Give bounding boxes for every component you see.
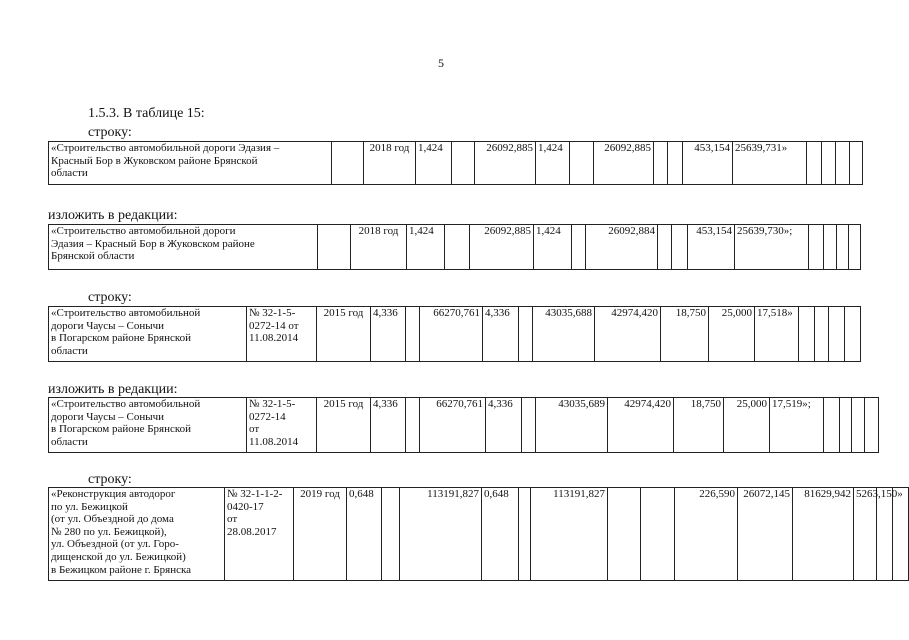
value-cell: 17,518» [755, 307, 799, 362]
table-row-3 [48, 306, 861, 362]
value-cell: 26092,885 [470, 225, 534, 270]
object-name-cell: «Строительство автомобильной дороги Чаусы – Сонычи в Погарском районе Брянской области [49, 398, 247, 453]
empty-cell [406, 307, 420, 362]
value-cell: 4,336 [483, 307, 519, 362]
empty-cell [519, 488, 531, 581]
empty-cell [799, 307, 815, 362]
empty-cell [452, 142, 475, 185]
object-name-cell: «Строительство автомобильной дороги Эдазия – Красный Бор в Жуковском районе Брянской области [49, 225, 318, 270]
object-name-cell: «Реконструкция автодорог по ул. Бежицкой (от ул. Объездной до дома № 280 по ул. Бежицкой), ул. Объездной (от ул. Горо- дищенской до ул. Бежицкой) в Бежицком районе г. Брянска [49, 488, 225, 581]
year-cell: 2015 год [317, 307, 371, 362]
value-cell: 66270,761 [420, 398, 486, 453]
year-cell: 2015 год [317, 398, 371, 453]
value-cell: 25639,731» [733, 142, 807, 185]
empty-cell [672, 225, 688, 270]
value-cell: 4,336 [371, 307, 406, 362]
empty-cell [807, 142, 822, 185]
empty-cell [829, 307, 845, 362]
value-cell: 17,519»; [770, 398, 824, 453]
year-cell: 2018 год [351, 225, 407, 270]
empty-cell [824, 398, 840, 453]
value-cell: 42974,420 [595, 307, 661, 362]
value-cell: 26092,885 [594, 142, 654, 185]
empty-cell [845, 307, 861, 362]
empty-cell [641, 488, 675, 581]
document-cell: № 32-1-5- 0272-14 от 11.08.2014 [247, 307, 317, 362]
empty-cell [572, 225, 586, 270]
empty-cell [522, 398, 536, 453]
value-cell: 1,424 [416, 142, 452, 185]
value-cell: 66270,761 [420, 307, 483, 362]
empty-cell [850, 142, 863, 185]
empty-cell [822, 142, 836, 185]
empty-cell [332, 142, 364, 185]
empty-cell [865, 398, 879, 453]
value-cell: 18,750 [661, 307, 709, 362]
label-edit-1: изложить в редакции: [48, 208, 178, 223]
section-heading: 1.5.3. В таблице 15: [88, 106, 205, 121]
value-cell: 81629,942 [793, 488, 854, 581]
empty-cell [668, 142, 683, 185]
value-cell: 1,424 [407, 225, 445, 270]
value-cell: 113191,827 [400, 488, 482, 581]
value-cell: 5263,150» [854, 488, 877, 581]
label-edit-2: изложить в редакции: [48, 382, 178, 397]
empty-cell [570, 142, 594, 185]
table-row-1 [48, 141, 863, 185]
empty-cell [815, 307, 829, 362]
empty-cell [654, 142, 668, 185]
object-name-cell: «Строительство автомобильной дороги Эдазия – Красный Бор в Жуковском районе Брянской области [49, 142, 332, 185]
empty-cell [445, 225, 470, 270]
value-cell: 26092,885 [475, 142, 536, 185]
empty-cell [836, 142, 850, 185]
label-row-1: строку: [88, 125, 132, 140]
year-cell: 2019 год [294, 488, 347, 581]
year-cell: 2018 год [364, 142, 416, 185]
empty-cell [840, 398, 852, 453]
value-cell: 1,424 [536, 142, 570, 185]
document-cell: № 32-1-1-2- 0420-17 от 28.08.2017 [225, 488, 294, 581]
empty-cell [608, 488, 641, 581]
object-name-cell: «Строительство автомобильной дороги Чаусы – Сонычи в Погарском районе Брянской области [49, 307, 247, 362]
table-row-2 [48, 224, 861, 270]
value-cell: 0,648 [347, 488, 382, 581]
value-cell: 43035,688 [533, 307, 595, 362]
table-row-5 [48, 487, 909, 581]
value-cell: 4,336 [486, 398, 522, 453]
empty-cell [318, 225, 351, 270]
value-cell: 18,750 [674, 398, 724, 453]
empty-cell [893, 488, 909, 581]
value-cell: 1,424 [534, 225, 572, 270]
empty-cell [824, 225, 837, 270]
label-row-2: строку: [88, 290, 132, 305]
empty-cell [837, 225, 849, 270]
value-cell: 26092,884 [586, 225, 658, 270]
value-cell: 42974,420 [608, 398, 674, 453]
value-cell: 4,336 [371, 398, 406, 453]
value-cell: 25,000 [709, 307, 755, 362]
document-cell: № 32-1-5- 0272-14 от 11.08.2014 [247, 398, 317, 453]
page-number: 5 [438, 56, 444, 70]
empty-cell [849, 225, 861, 270]
value-cell: 43035,689 [536, 398, 608, 453]
value-cell: 26072,145 [738, 488, 793, 581]
value-cell: 226,590 [675, 488, 738, 581]
label-row-3: строку: [88, 472, 132, 487]
table-row-4 [48, 397, 879, 453]
value-cell: 25,000 [724, 398, 770, 453]
value-cell: 0,648 [482, 488, 519, 581]
empty-cell [658, 225, 672, 270]
empty-cell [852, 398, 865, 453]
empty-cell [877, 488, 893, 581]
empty-cell [382, 488, 400, 581]
value-cell: 453,154 [688, 225, 735, 270]
value-cell: 25639,730»; [735, 225, 809, 270]
value-cell: 453,154 [683, 142, 733, 185]
empty-cell [406, 398, 420, 453]
value-cell: 113191,827 [531, 488, 608, 581]
empty-cell [519, 307, 533, 362]
empty-cell [809, 225, 824, 270]
